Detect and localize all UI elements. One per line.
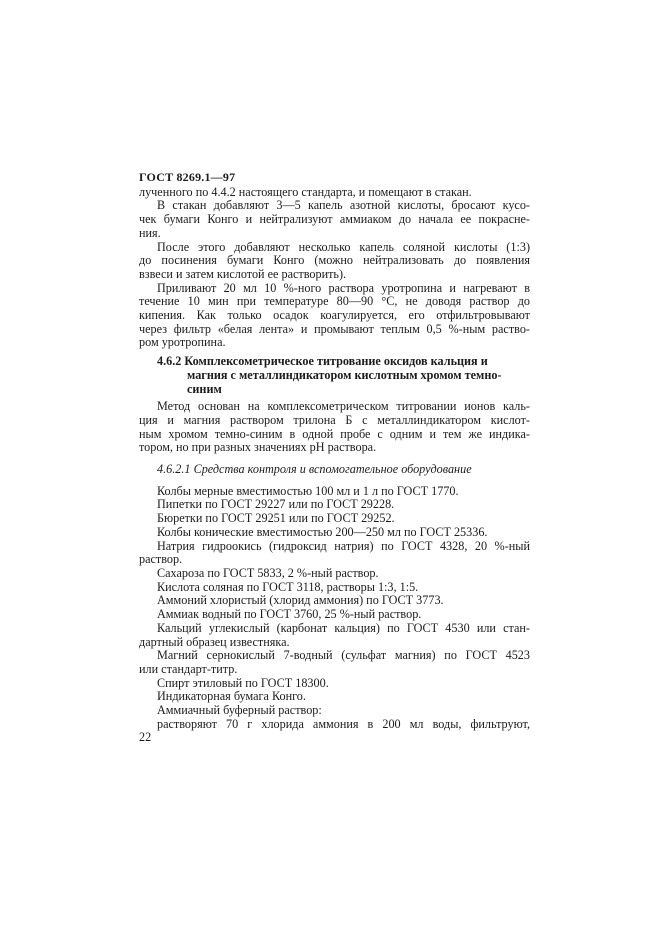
text-line: тором, но при разных значениях pH раствора. xyxy=(139,440,377,455)
paragraph xyxy=(139,718,530,732)
text-line: Пипетки по ГОСТ 29227 или по ГОСТ 29228. xyxy=(157,497,395,512)
paragraph xyxy=(139,608,530,622)
text-line: Аммиачный буферный раствор: xyxy=(157,703,322,718)
text-line: Кислота соляная по ГОСТ 3118, растворы 1:3, 1:5. xyxy=(157,579,419,594)
text-line: кипения. Как только осадок коагулируется, его отфильтровывают xyxy=(139,308,530,323)
document-body xyxy=(139,186,530,732)
paragraph xyxy=(139,690,530,704)
text-line: Колбы мерные вместимостью 100 мл и 1 л по ГОСТ 1770. xyxy=(157,483,459,498)
paragraph xyxy=(139,677,530,691)
text-line: Спирт этиловый по ГОСТ 18300. xyxy=(157,675,329,690)
text-line: чек бумаги Конго и нейтрализуют аммиаком до начала ее покрасне- xyxy=(139,212,530,227)
paragraph xyxy=(139,704,530,718)
document-code: ГОСТ 8269.1—97 xyxy=(139,170,236,184)
text-line: дартный образец известняка. xyxy=(139,634,290,649)
text-line: ным хромом темно-синим в одной пробе с одним и тем же индика- xyxy=(139,426,530,441)
text-column xyxy=(139,171,530,745)
paragraph xyxy=(139,485,530,499)
text-line: Приливают 20 мл 10 %-ного раствора уротропина и нагревают в xyxy=(157,280,530,295)
text-line: ция и магния раствором трилона Б с металлиндикатором кислот- xyxy=(139,412,530,427)
text-line: ром уротропина. xyxy=(139,335,226,350)
paragraph xyxy=(139,649,530,676)
paragraph xyxy=(139,512,530,526)
text-line: 4.6.2 Комплексометрическое титрование оксидов кальция и xyxy=(157,354,488,369)
paragraph xyxy=(139,282,530,351)
page-number: 22 xyxy=(139,730,152,745)
text-line: растворяют 70 г хлорида аммония в 200 мл воды, фильтруют, xyxy=(157,716,530,731)
paragraph xyxy=(139,400,530,455)
paragraph xyxy=(139,241,530,282)
text-line: взвеси и затем кислотой ее растворить). xyxy=(139,266,347,281)
paragraph xyxy=(139,581,530,595)
subsection-heading xyxy=(139,463,530,477)
text-line: После этого добавляют несколько капель соляной кислоты (1:3) xyxy=(157,239,530,254)
paragraph xyxy=(139,186,530,200)
text-line: Метод основан на комплексометрическом титровании ионов каль- xyxy=(157,399,530,414)
paragraph xyxy=(139,540,530,567)
text-line: Бюретки по ГОСТ 29251 или по ГОСТ 29252. xyxy=(157,511,395,526)
paragraph xyxy=(139,526,530,540)
paragraph xyxy=(139,199,530,240)
text-line: через фильтр «белая лента» и промывают теплым 0,5 %-ным раство- xyxy=(139,321,530,336)
text-line: Кальций углекислый (карбонат кальция) по ГОСТ 4530 или стан- xyxy=(157,620,530,635)
text-line: лученного по 4.4.2 настоящего стандарта, и помещают в стакан. xyxy=(139,184,472,199)
text-line: раствор. xyxy=(139,552,183,567)
text-line: 4.6.2.1 Средства контроля и вспомогательное оборудование xyxy=(157,462,472,477)
paragraph xyxy=(139,567,530,581)
text-line: В стакан добавляют 3—5 капель азотной кислоты, бросают кусо- xyxy=(157,198,530,213)
text-line: Натрия гидроокись (гидроксид натрия) по ГОСТ 4328, 20 %-ный xyxy=(157,538,530,553)
text-line: до посинения бумаги Конго (можно нейтрализовать до появления xyxy=(139,253,530,268)
text-line: Аммоний хлористый (хлорид аммония) по ГОСТ 3773. xyxy=(157,593,444,608)
text-line: магния с металлиндикатором кислотным хромом темно-синим xyxy=(187,367,502,396)
text-line: Сахароза по ГОСТ 5833, 2 %-ный раствор. xyxy=(157,565,379,580)
text-line: течение 10 мин при температуре 80—90 °С, не доводя раствор до xyxy=(139,294,530,309)
text-line: Магний сернокислый 7-водный (сульфат магния) по ГОСТ 4523 xyxy=(157,648,530,663)
paragraph xyxy=(139,498,530,512)
text-line: Индикаторная бумага Конго. xyxy=(157,689,306,704)
text-line: Колбы конические вместимостью 200—250 мл по ГОСТ 25336. xyxy=(157,524,488,539)
paragraph xyxy=(139,594,530,608)
text-line: Аммиак водный по ГОСТ 3760, 25 %-ный раствор. xyxy=(157,607,422,622)
text-line: ния. xyxy=(139,225,161,240)
paragraph xyxy=(139,622,530,649)
section-heading xyxy=(139,355,530,396)
text-line: или стандарт-титр. xyxy=(139,661,238,676)
